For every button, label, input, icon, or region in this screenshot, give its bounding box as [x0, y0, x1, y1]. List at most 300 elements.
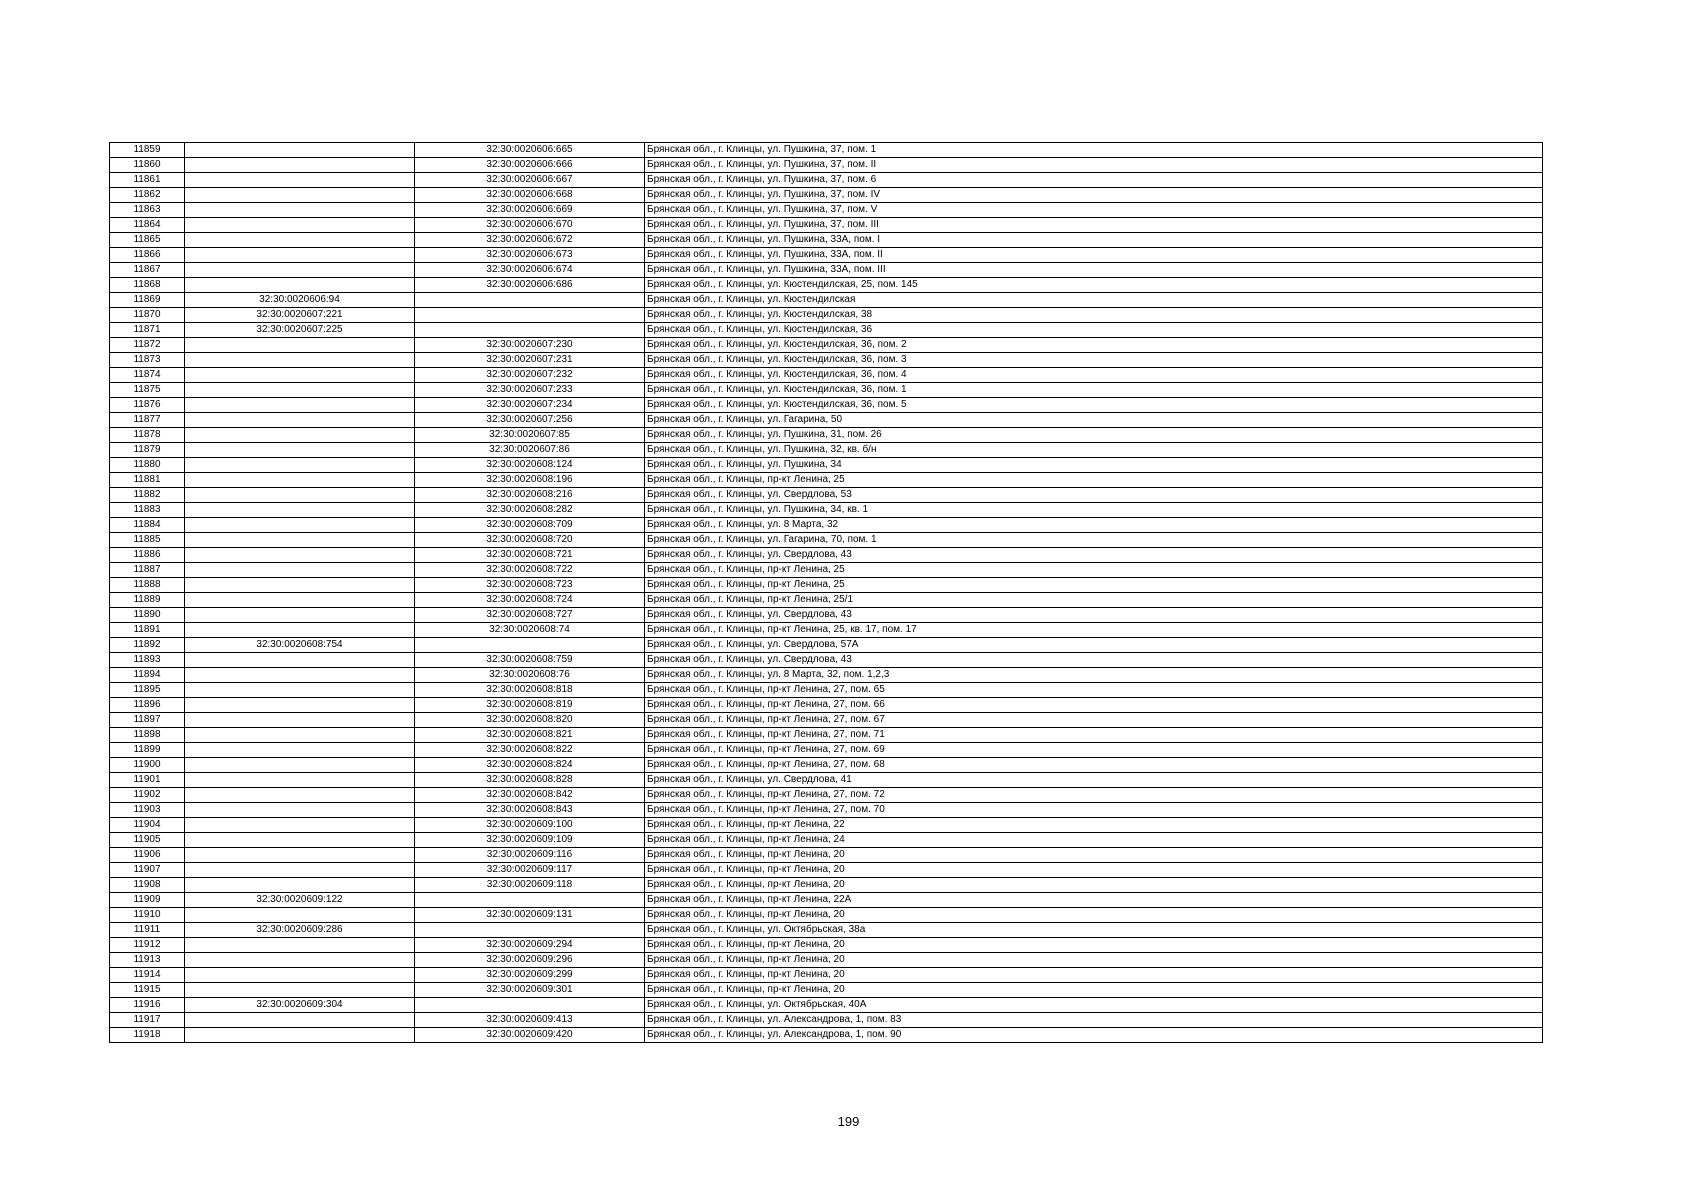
land-cadastral-number-cell: [185, 608, 415, 623]
object-cadastral-number-cell: 32:30:0020609:299: [415, 968, 645, 983]
land-cadastral-number-cell: [185, 143, 415, 158]
table-row: [110, 623, 1543, 638]
land-cadastral-number-cell: [185, 443, 415, 458]
object-cadastral-number-cell: 32:30:0020608:727: [415, 608, 645, 623]
row-number-cell: 11883: [110, 503, 185, 518]
table-row: [110, 713, 1543, 728]
object-cadastral-number-cell: 32:30:0020608:722: [415, 563, 645, 578]
address-cell: Брянская обл., г. Клинцы, пр-кт Ленина, 25: [645, 473, 1543, 488]
land-cadastral-number-cell: [185, 488, 415, 503]
object-cadastral-number-cell: [415, 308, 645, 323]
object-cadastral-number-cell: 32:30:0020606:686: [415, 278, 645, 293]
table-row: [110, 503, 1543, 518]
land-cadastral-number-cell: [185, 983, 415, 998]
object-cadastral-number-cell: 32:30:0020608:820: [415, 713, 645, 728]
address-cell: Брянская обл., г. Клинцы, ул. Пушкина, 32, кв. б/н: [645, 443, 1543, 458]
object-cadastral-number-cell: 32:30:0020606:670: [415, 218, 645, 233]
table-row: [110, 998, 1543, 1013]
table-row: [110, 233, 1543, 248]
land-cadastral-number-cell: [185, 863, 415, 878]
table-row: [110, 308, 1543, 323]
row-number-cell: 11912: [110, 938, 185, 953]
address-cell: Брянская обл., г. Клинцы, пр-кт Ленина, 20: [645, 878, 1543, 893]
table-row: [110, 443, 1543, 458]
address-cell: Брянская обл., г. Клинцы, ул. Гагарина, 70, пом. 1: [645, 533, 1543, 548]
address-cell: Брянская обл., г. Клинцы, пр-кт Ленина, 20: [645, 968, 1543, 983]
table-row: [110, 338, 1543, 353]
table-row: [110, 803, 1543, 818]
table-row: [110, 848, 1543, 863]
row-number-cell: 11878: [110, 428, 185, 443]
object-cadastral-number-cell: 32:30:0020608:828: [415, 773, 645, 788]
object-cadastral-number-cell: 32:30:0020608:819: [415, 698, 645, 713]
table-row: [110, 518, 1543, 533]
row-number-cell: 11918: [110, 1028, 185, 1043]
address-cell: Брянская обл., г. Клинцы, ул. Пушкина, 37, пом. III: [645, 218, 1543, 233]
table-row: [110, 638, 1543, 653]
row-number-cell: 11915: [110, 983, 185, 998]
land-cadastral-number-cell: [185, 713, 415, 728]
land-cadastral-number-cell: [185, 1028, 415, 1043]
registry-table-body: [110, 143, 1543, 1043]
land-cadastral-number-cell: 32:30:0020606:94: [185, 293, 415, 308]
land-cadastral-number-cell: [185, 683, 415, 698]
table-row: [110, 203, 1543, 218]
table-row: [110, 323, 1543, 338]
address-cell: Брянская обл., г. Клинцы, ул. Кюстендилская, 36, пом. 2: [645, 338, 1543, 353]
table-row: [110, 923, 1543, 938]
row-number-cell: 11899: [110, 743, 185, 758]
table-row: [110, 398, 1543, 413]
land-cadastral-number-cell: [185, 383, 415, 398]
object-cadastral-number-cell: 32:30:0020608:723: [415, 578, 645, 593]
land-cadastral-number-cell: [185, 428, 415, 443]
table-row: [110, 968, 1543, 983]
row-number-cell: 11866: [110, 248, 185, 263]
address-cell: Брянская обл., г. Клинцы, ул. Пушкина, 37, пом. 6: [645, 173, 1543, 188]
row-number-cell: 11867: [110, 263, 185, 278]
table-row: [110, 1013, 1543, 1028]
address-cell: Брянская обл., г. Клинцы, пр-кт Ленина, 25, кв. 17, пом. 17: [645, 623, 1543, 638]
row-number-cell: 11910: [110, 908, 185, 923]
row-number-cell: 11873: [110, 353, 185, 368]
row-number-cell: 11916: [110, 998, 185, 1013]
land-cadastral-number-cell: 32:30:0020607:225: [185, 323, 415, 338]
land-cadastral-number-cell: [185, 278, 415, 293]
address-cell: Брянская обл., г. Клинцы, пр-кт Ленина, 20: [645, 848, 1543, 863]
object-cadastral-number-cell: [415, 923, 645, 938]
table-row: [110, 653, 1543, 668]
land-cadastral-number-cell: [185, 368, 415, 383]
address-cell: Брянская обл., г. Клинцы, ул. Пушкина, 34, кв. 1: [645, 503, 1543, 518]
address-cell: Брянская обл., г. Клинцы, ул. Кюстендилская, 36, пом. 1: [645, 383, 1543, 398]
table-row: [110, 863, 1543, 878]
table-row: [110, 413, 1543, 428]
land-cadastral-number-cell: [185, 413, 415, 428]
row-number-cell: 11882: [110, 488, 185, 503]
table-row: [110, 668, 1543, 683]
row-number-cell: 11863: [110, 203, 185, 218]
table-row: [110, 488, 1543, 503]
row-number-cell: 11894: [110, 668, 185, 683]
object-cadastral-number-cell: 32:30:0020607:232: [415, 368, 645, 383]
object-cadastral-number-cell: 32:30:0020608:822: [415, 743, 645, 758]
row-number-cell: 11891: [110, 623, 185, 638]
row-number-cell: 11859: [110, 143, 185, 158]
table-row: [110, 173, 1543, 188]
table-row: [110, 983, 1543, 998]
address-cell: Брянская обл., г. Клинцы, ул. 8 Марта, 32, пом. 1,2,3: [645, 668, 1543, 683]
address-cell: Брянская обл., г. Клинцы, пр-кт Ленина, 22А: [645, 893, 1543, 908]
table-row: [110, 1028, 1543, 1043]
land-cadastral-number-cell: [185, 263, 415, 278]
land-cadastral-number-cell: [185, 773, 415, 788]
row-number-cell: 11905: [110, 833, 185, 848]
land-cadastral-number-cell: [185, 338, 415, 353]
address-cell: Брянская обл., г. Клинцы, ул. Октябрьская, 40А: [645, 998, 1543, 1013]
address-cell: Брянская обл., г. Клинцы, ул. Пушкина, 31, пом. 26: [645, 428, 1543, 443]
row-number-cell: 11914: [110, 968, 185, 983]
address-cell: Брянская обл., г. Клинцы, ул. Пушкина, 34: [645, 458, 1543, 473]
table-row: [110, 263, 1543, 278]
table-row: [110, 908, 1543, 923]
address-cell: Брянская обл., г. Клинцы, ул. Пушкина, 33А, пом. II: [645, 248, 1543, 263]
table-row: [110, 218, 1543, 233]
object-cadastral-number-cell: [415, 893, 645, 908]
land-cadastral-number-cell: [185, 548, 415, 563]
row-number-cell: 11885: [110, 533, 185, 548]
object-cadastral-number-cell: 32:30:0020608:76: [415, 668, 645, 683]
address-cell: Брянская обл., г. Клинцы, ул. Свердлова, 53: [645, 488, 1543, 503]
land-cadastral-number-cell: [185, 503, 415, 518]
land-cadastral-number-cell: [185, 803, 415, 818]
row-number-cell: 11861: [110, 173, 185, 188]
address-cell: Брянская обл., г. Клинцы, ул. Октябрьская, 38а: [645, 923, 1543, 938]
object-cadastral-number-cell: [415, 638, 645, 653]
table-row: [110, 278, 1543, 293]
row-number-cell: 11900: [110, 758, 185, 773]
land-cadastral-number-cell: [185, 218, 415, 233]
row-number-cell: 11908: [110, 878, 185, 893]
land-cadastral-number-cell: [185, 248, 415, 263]
object-cadastral-number-cell: 32:30:0020608:721: [415, 548, 645, 563]
table-row: [110, 698, 1543, 713]
row-number-cell: 11917: [110, 1013, 185, 1028]
table-row: [110, 938, 1543, 953]
table-row: [110, 368, 1543, 383]
table-row: [110, 293, 1543, 308]
address-cell: Брянская обл., г. Клинцы, ул. Пушкина, 37, пом. II: [645, 158, 1543, 173]
table-row: [110, 188, 1543, 203]
row-number-cell: 11898: [110, 728, 185, 743]
table-row: [110, 788, 1543, 803]
table-row: [110, 743, 1543, 758]
object-cadastral-number-cell: 32:30:0020607:86: [415, 443, 645, 458]
object-cadastral-number-cell: 32:30:0020609:131: [415, 908, 645, 923]
address-cell: Брянская обл., г. Клинцы, ул. Свердлова, 43: [645, 653, 1543, 668]
address-cell: Брянская обл., г. Клинцы, пр-кт Ленина, 25: [645, 563, 1543, 578]
land-cadastral-number-cell: [185, 593, 415, 608]
object-cadastral-number-cell: 32:30:0020608:74: [415, 623, 645, 638]
row-number-cell: 11893: [110, 653, 185, 668]
land-cadastral-number-cell: [185, 788, 415, 803]
land-cadastral-number-cell: [185, 728, 415, 743]
address-cell: Брянская обл., г. Клинцы, пр-кт Ленина, 27, пом. 71: [645, 728, 1543, 743]
table-row: [110, 473, 1543, 488]
page-number: 199: [837, 1114, 860, 1129]
land-cadastral-number-cell: [185, 233, 415, 248]
object-cadastral-number-cell: 32:30:0020608:196: [415, 473, 645, 488]
object-cadastral-number-cell: 32:30:0020609:100: [415, 818, 645, 833]
address-cell: Брянская обл., г. Клинцы, пр-кт Ленина, 27, пом. 69: [645, 743, 1543, 758]
address-cell: Брянская обл., г. Клинцы, пр-кт Ленина, 24: [645, 833, 1543, 848]
object-cadastral-number-cell: 32:30:0020608:724: [415, 593, 645, 608]
land-cadastral-number-cell: [185, 1013, 415, 1028]
table-row: [110, 773, 1543, 788]
object-cadastral-number-cell: 32:30:0020606:672: [415, 233, 645, 248]
object-cadastral-number-cell: 32:30:0020609:296: [415, 953, 645, 968]
land-cadastral-number-cell: [185, 698, 415, 713]
land-cadastral-number-cell: [185, 623, 415, 638]
object-cadastral-number-cell: 32:30:0020608:842: [415, 788, 645, 803]
row-number-cell: 11877: [110, 413, 185, 428]
table-row: [110, 818, 1543, 833]
row-number-cell: 11880: [110, 458, 185, 473]
object-cadastral-number-cell: 32:30:0020608:720: [415, 533, 645, 548]
land-cadastral-number-cell: [185, 158, 415, 173]
row-number-cell: 11865: [110, 233, 185, 248]
land-cadastral-number-cell: [185, 578, 415, 593]
object-cadastral-number-cell: 32:30:0020608:818: [415, 683, 645, 698]
address-cell: Брянская обл., г. Клинцы, ул. Свердлова, 43: [645, 548, 1543, 563]
address-cell: Брянская обл., г. Клинцы, ул. Гагарина, 50: [645, 413, 1543, 428]
row-number-cell: 11911: [110, 923, 185, 938]
row-number-cell: 11897: [110, 713, 185, 728]
address-cell: Брянская обл., г. Клинцы, пр-кт Ленина, 27, пом. 68: [645, 758, 1543, 773]
table-row: [110, 758, 1543, 773]
row-number-cell: 11874: [110, 368, 185, 383]
land-cadastral-number-cell: [185, 563, 415, 578]
table-row: [110, 143, 1543, 158]
object-cadastral-number-cell: 32:30:0020608:821: [415, 728, 645, 743]
land-cadastral-number-cell: [185, 398, 415, 413]
row-number-cell: 11901: [110, 773, 185, 788]
land-cadastral-number-cell: [185, 668, 415, 683]
address-cell: Брянская обл., г. Клинцы, ул. Пушкина, 33А, пом. I: [645, 233, 1543, 248]
table-row: [110, 248, 1543, 263]
object-cadastral-number-cell: 32:30:0020608:709: [415, 518, 645, 533]
object-cadastral-number-cell: 32:30:0020607:85: [415, 428, 645, 443]
row-number-cell: 11888: [110, 578, 185, 593]
address-cell: Брянская обл., г. Клинцы, пр-кт Ленина, 27, пом. 72: [645, 788, 1543, 803]
row-number-cell: 11889: [110, 593, 185, 608]
land-cadastral-number-cell: 32:30:0020609:304: [185, 998, 415, 1013]
row-number-cell: 11881: [110, 473, 185, 488]
land-cadastral-number-cell: 32:30:0020607:221: [185, 308, 415, 323]
table-row: [110, 608, 1543, 623]
address-cell: Брянская обл., г. Клинцы, пр-кт Ленина, 27, пом. 70: [645, 803, 1543, 818]
table-row: [110, 683, 1543, 698]
object-cadastral-number-cell: 32:30:0020609:301: [415, 983, 645, 998]
object-cadastral-number-cell: 32:30:0020609:420: [415, 1028, 645, 1043]
address-cell: Брянская обл., г. Клинцы, пр-кт Ленина, 20: [645, 983, 1543, 998]
table-row: [110, 563, 1543, 578]
object-cadastral-number-cell: 32:30:0020609:294: [415, 938, 645, 953]
address-cell: Брянская обл., г. Клинцы, ул. Кюстендилская, 36: [645, 323, 1543, 338]
land-cadastral-number-cell: [185, 458, 415, 473]
row-number-cell: 11884: [110, 518, 185, 533]
table-row: [110, 953, 1543, 968]
row-number-cell: 11890: [110, 608, 185, 623]
land-cadastral-number-cell: [185, 953, 415, 968]
land-cadastral-number-cell: [185, 653, 415, 668]
land-cadastral-number-cell: [185, 533, 415, 548]
land-cadastral-number-cell: 32:30:0020609:122: [185, 893, 415, 908]
land-cadastral-number-cell: [185, 848, 415, 863]
address-cell: Брянская обл., г. Клинцы, ул. 8 Марта, 32: [645, 518, 1543, 533]
row-number-cell: 11879: [110, 443, 185, 458]
address-cell: Брянская обл., г. Клинцы, ул. Пушкина, 37, пом. IV: [645, 188, 1543, 203]
row-number-cell: 11886: [110, 548, 185, 563]
land-cadastral-number-cell: [185, 353, 415, 368]
object-cadastral-number-cell: 32:30:0020606:668: [415, 188, 645, 203]
object-cadastral-number-cell: 32:30:0020606:666: [415, 158, 645, 173]
row-number-cell: 11906: [110, 848, 185, 863]
row-number-cell: 11896: [110, 698, 185, 713]
address-cell: Брянская обл., г. Клинцы, пр-кт Ленина, 25/1: [645, 593, 1543, 608]
land-cadastral-number-cell: [185, 203, 415, 218]
row-number-cell: 11887: [110, 563, 185, 578]
land-cadastral-number-cell: [185, 473, 415, 488]
address-cell: Брянская обл., г. Клинцы, пр-кт Ленина, 27, пом. 65: [645, 683, 1543, 698]
land-cadastral-number-cell: [185, 818, 415, 833]
address-cell: Брянская обл., г. Клинцы, ул. Кюстендилская, 36, пом. 3: [645, 353, 1543, 368]
row-number-cell: 11871: [110, 323, 185, 338]
address-cell: Брянская обл., г. Клинцы, пр-кт Ленина, 27, пом. 67: [645, 713, 1543, 728]
object-cadastral-number-cell: 32:30:0020609:413: [415, 1013, 645, 1028]
address-cell: Брянская обл., г. Клинцы, ул. Кюстендилская: [645, 293, 1543, 308]
object-cadastral-number-cell: 32:30:0020609:117: [415, 863, 645, 878]
object-cadastral-number-cell: 32:30:0020607:233: [415, 383, 645, 398]
row-number-cell: 11872: [110, 338, 185, 353]
address-cell: Брянская обл., г. Клинцы, ул. Кюстендилская, 36, пом. 4: [645, 368, 1543, 383]
row-number-cell: 11864: [110, 218, 185, 233]
land-cadastral-number-cell: [185, 518, 415, 533]
row-number-cell: 11875: [110, 383, 185, 398]
object-cadastral-number-cell: 32:30:0020609:116: [415, 848, 645, 863]
object-cadastral-number-cell: 32:30:0020606:673: [415, 248, 645, 263]
object-cadastral-number-cell: [415, 998, 645, 1013]
registry-table: [109, 142, 1543, 1043]
address-cell: Брянская обл., г. Клинцы, ул. Кюстендилская, 25, пом. 145: [645, 278, 1543, 293]
object-cadastral-number-cell: 32:30:0020607:256: [415, 413, 645, 428]
table-row: [110, 878, 1543, 893]
row-number-cell: 11913: [110, 953, 185, 968]
object-cadastral-number-cell: 32:30:0020606:674: [415, 263, 645, 278]
row-number-cell: 11907: [110, 863, 185, 878]
table-row: [110, 728, 1543, 743]
table-row: [110, 578, 1543, 593]
object-cadastral-number-cell: 32:30:0020609:118: [415, 878, 645, 893]
table-row: [110, 458, 1543, 473]
land-cadastral-number-cell: 32:30:0020609:286: [185, 923, 415, 938]
table-row: [110, 893, 1543, 908]
row-number-cell: 11876: [110, 398, 185, 413]
row-number-cell: 11862: [110, 188, 185, 203]
object-cadastral-number-cell: 32:30:0020607:230: [415, 338, 645, 353]
row-number-cell: 11904: [110, 818, 185, 833]
table-row: [110, 533, 1543, 548]
land-cadastral-number-cell: 32:30:0020608:754: [185, 638, 415, 653]
table-row: [110, 548, 1543, 563]
object-cadastral-number-cell: 32:30:0020608:282: [415, 503, 645, 518]
object-cadastral-number-cell: 32:30:0020607:231: [415, 353, 645, 368]
land-cadastral-number-cell: [185, 758, 415, 773]
land-cadastral-number-cell: [185, 908, 415, 923]
object-cadastral-number-cell: 32:30:0020608:843: [415, 803, 645, 818]
address-cell: Брянская обл., г. Клинцы, пр-кт Ленина, 22: [645, 818, 1543, 833]
address-cell: Брянская обл., г. Клинцы, ул. Свердлова, 43: [645, 608, 1543, 623]
row-number-cell: 11860: [110, 158, 185, 173]
object-cadastral-number-cell: 32:30:0020606:665: [415, 143, 645, 158]
land-cadastral-number-cell: [185, 938, 415, 953]
address-cell: Брянская обл., г. Клинцы, ул. Пушкина, 37, пом. V: [645, 203, 1543, 218]
address-cell: Брянская обл., г. Клинцы, ул. Кюстендилская, 36, пом. 5: [645, 398, 1543, 413]
object-cadastral-number-cell: 32:30:0020606:667: [415, 173, 645, 188]
address-cell: Брянская обл., г. Клинцы, ул. Свердлова, 41: [645, 773, 1543, 788]
address-cell: Брянская обл., г. Клинцы, ул. Свердлова, 57А: [645, 638, 1543, 653]
address-cell: Брянская обл., г. Клинцы, ул. Кюстендилская, 38: [645, 308, 1543, 323]
table-row: [110, 428, 1543, 443]
table-row: [110, 158, 1543, 173]
land-cadastral-number-cell: [185, 968, 415, 983]
table-row: [110, 593, 1543, 608]
address-cell: Брянская обл., г. Клинцы, ул. Пушкина, 33А, пом. III: [645, 263, 1543, 278]
row-number-cell: 11892: [110, 638, 185, 653]
table-row: [110, 833, 1543, 848]
row-number-cell: 11903: [110, 803, 185, 818]
table-row: [110, 383, 1543, 398]
address-cell: Брянская обл., г. Клинцы, пр-кт Ленина, 20: [645, 863, 1543, 878]
row-number-cell: 11870: [110, 308, 185, 323]
object-cadastral-number-cell: 32:30:0020608:216: [415, 488, 645, 503]
row-number-cell: 11895: [110, 683, 185, 698]
object-cadastral-number-cell: 32:30:0020609:109: [415, 833, 645, 848]
table-row: [110, 353, 1543, 368]
land-cadastral-number-cell: [185, 743, 415, 758]
address-cell: Брянская обл., г. Клинцы, пр-кт Ленина, 20: [645, 908, 1543, 923]
object-cadastral-number-cell: 32:30:0020608:124: [415, 458, 645, 473]
object-cadastral-number-cell: 32:30:0020608:824: [415, 758, 645, 773]
land-cadastral-number-cell: [185, 878, 415, 893]
row-number-cell: 11869: [110, 293, 185, 308]
address-cell: Брянская обл., г. Клинцы, пр-кт Ленина, 27, пом. 66: [645, 698, 1543, 713]
address-cell: Брянская обл., г. Клинцы, пр-кт Ленина, 20: [645, 953, 1543, 968]
object-cadastral-number-cell: 32:30:0020608:759: [415, 653, 645, 668]
row-number-cell: 11868: [110, 278, 185, 293]
land-cadastral-number-cell: [185, 188, 415, 203]
address-cell: Брянская обл., г. Клинцы, ул. Александрова, 1, пом. 90: [645, 1028, 1543, 1043]
land-cadastral-number-cell: [185, 173, 415, 188]
object-cadastral-number-cell: 32:30:0020606:669: [415, 203, 645, 218]
row-number-cell: 11902: [110, 788, 185, 803]
address-cell: Брянская обл., г. Клинцы, ул. Пушкина, 37, пом. 1: [645, 143, 1543, 158]
object-cadastral-number-cell: [415, 293, 645, 308]
land-cadastral-number-cell: [185, 833, 415, 848]
address-cell: Брянская обл., г. Клинцы, ул. Александрова, 1, пом. 83: [645, 1013, 1543, 1028]
row-number-cell: 11909: [110, 893, 185, 908]
object-cadastral-number-cell: 32:30:0020607:234: [415, 398, 645, 413]
